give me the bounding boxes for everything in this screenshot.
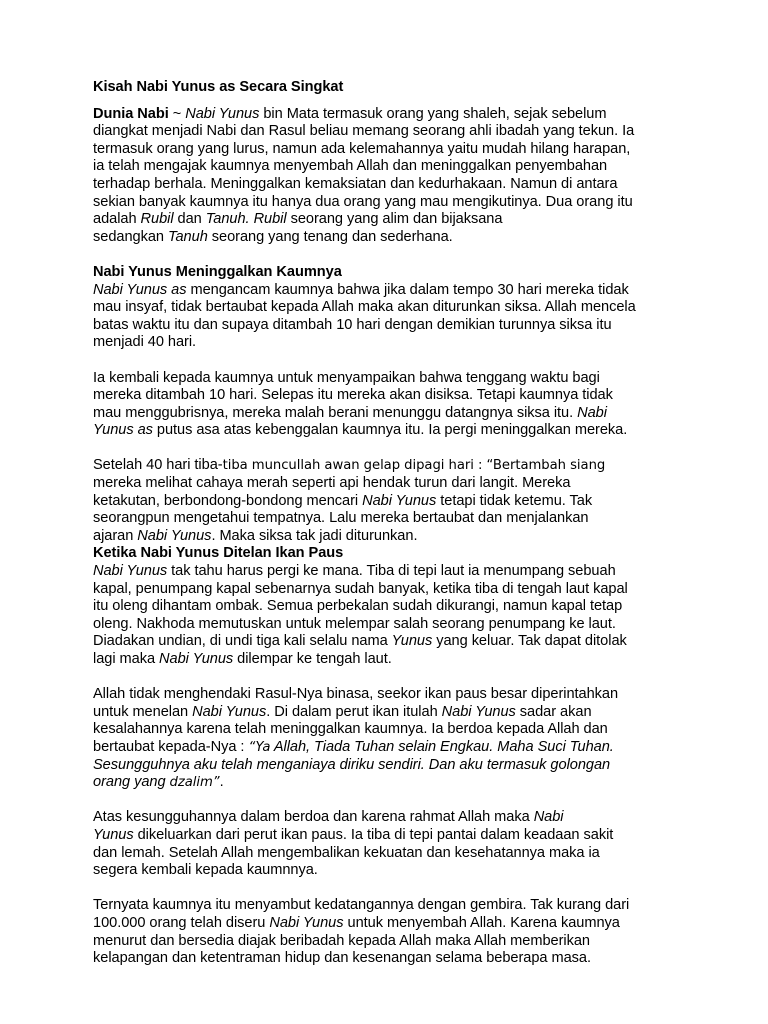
text-line: sekian banyak kaumnya itu hanya dua orang yang mau mengikutinya. Dua orang itu: [93, 193, 633, 210]
text-line: [93, 528, 688, 546]
text-line: Ia kembali kepada kaumnya untuk menyampaikan bahwa tenggang waktu bagi: [93, 369, 600, 386]
text-run: Diadakan undian, di undi tiga kali selalu nama: [93, 633, 392, 650]
spacer: [93, 97, 688, 106]
name-italic: Nabi Yunus: [362, 492, 437, 509]
name-italic: Yunus: [391, 633, 433, 650]
text-line: menjadi 40 hari.: [93, 334, 197, 351]
text-run: sadar akan: [515, 703, 592, 720]
prayer-quote: Allah, Tiada Tuhan selain Engkau. Maha Suci Tuhan.: [270, 738, 614, 755]
name-italic: Tanuh: [167, 228, 208, 245]
text-line: [93, 774, 688, 792]
text-run: tiba muncullah awan gelap dipagi hari : “Bertambah siang: [222, 458, 606, 474]
spacer: [93, 669, 688, 687]
text-line: [93, 457, 688, 475]
text-run: .: [219, 774, 224, 791]
text-line: kelapangan dan ketentraman hidup dan kesenangan selama beberapa masa.: [93, 950, 591, 967]
text-run: seorang yang alim dan bijaksana: [286, 211, 503, 228]
text-run: yang keluar. Tak dapat ditolak: [432, 633, 627, 650]
name-italic: Nabi Yunus as: [93, 281, 187, 298]
text-line: [93, 809, 688, 827]
name-italic: Nabi Yunus: [441, 703, 516, 720]
text-line: segera kembali kepada kaumnnya.: [93, 862, 318, 879]
text-line: mereka ditambah 10 hari. Selepas itu mereka akan disiksa. Tetapi kaumnya tidak: [93, 387, 613, 404]
text-line: [93, 651, 688, 669]
name-italic: Nabi: [577, 404, 607, 421]
text-line: [93, 493, 688, 511]
text-line: [93, 405, 688, 423]
spacer: [93, 246, 688, 264]
prayer-quote-close: dzalim”: [169, 775, 220, 791]
text-line: itu oleng dihantam ombak. Semua perbekalan sudah dikurangi, namun kapal tetap: [93, 598, 623, 615]
text-line: ia telah mengajak kaumnya menyembah Allah dan meninggalkan penyembahan: [93, 158, 608, 175]
name-italic: Nabi Yunus: [269, 914, 344, 931]
prayer-quote: orang yang: [93, 774, 170, 791]
name-italic: Nabi Yunus: [185, 105, 260, 122]
text-line: batas waktu itu dan supaya ditambah 10 hari dengan demikian turunnya siksa itu: [93, 316, 612, 333]
name-italic: Nabi Yunus: [192, 703, 267, 720]
text-run: 100.000 orang telah diseru: [93, 914, 270, 931]
name-italic: Yunus as: [93, 422, 153, 439]
text-run: mau menggubrisnya, mereka malah berani menunggu datangnya siksa itu.: [93, 404, 578, 421]
document-title: Kisah Nabi Yunus as Secara Singkat: [93, 79, 344, 95]
name-italic: Nabi: [533, 809, 564, 826]
text-run: ketakutan, berbondong-bondong mencari: [93, 492, 363, 509]
text-line: mau insyaf, tidak bertaubat kepada Allah maka akan diturunkan siksa. Allah mencela: [93, 299, 636, 316]
text-line: dan lemah. Setelah Allah mengembalikan kekuatan dan kesehatannya maka ia: [93, 844, 600, 861]
text-run: lagi maka: [93, 651, 160, 667]
text-run: ajaran: [93, 527, 138, 544]
text-line: [93, 704, 688, 722]
text-line: [93, 211, 688, 229]
text-line: [93, 739, 688, 757]
text-run: tak tahu harus pergi ke mana. Tiba di tepi laut ia menumpang sebuah: [167, 563, 616, 580]
name-italic: Nabi Yunus: [159, 651, 234, 667]
text-line: [93, 757, 688, 775]
text-line: diangkat menjadi Nabi dan Rasul beliau memang seorang ahli ibadah yang tekun. Ia: [93, 123, 635, 140]
text-line: [93, 563, 688, 581]
spacer: [93, 440, 688, 458]
text-line: [93, 282, 688, 300]
spacer: [93, 880, 688, 898]
text-line: mereka melihat cahaya merah seperti api hendak turun dari langit. Mereka: [93, 475, 571, 492]
text-line: [93, 106, 688, 124]
text-run: adalah: [93, 211, 141, 228]
text-run: tetapi tidak ketemu. Tak: [436, 492, 593, 509]
text-run: . Maka siksa tak jadi diturunkan.: [211, 527, 418, 544]
text-line: terhadap berhala. Meninggalkan kemaksiatan dan kedurhakaan. Namun di antara: [93, 175, 618, 192]
name-italic: Rubil: [140, 211, 174, 228]
section-heading: Nabi Yunus Meninggalkan Kaumnya: [93, 263, 342, 280]
text-run: untuk menyembah Allah. Karena kaumnya: [343, 914, 620, 931]
text-line: [93, 229, 688, 247]
text-line: [93, 422, 688, 440]
text-line: [93, 827, 688, 845]
text-line: [93, 633, 688, 651]
text-run: dan: [173, 211, 206, 228]
text-run: sedangkan: [93, 228, 168, 245]
name-italic: Nabi Yunus: [137, 527, 212, 544]
text-line: [93, 915, 688, 933]
text-line: kesalahannya karena telah meninggalkan kaumnya. Ia berdoa kepada Allah dan: [93, 721, 608, 738]
text-run: seorang yang tenang dan sederhana.: [207, 228, 453, 245]
intro-heading: Dunia Nabi: [93, 105, 169, 122]
name-italic: Tanuh. Rubil: [205, 211, 287, 228]
text-line: kapal, penumpang kapal sebenarnya sudah banyak, ketika tiba di tengah laut kapal: [93, 580, 628, 597]
section-whale: [93, 545, 688, 967]
text-run: bin Mata termasuk orang yang shaleh, sejak sebelum: [259, 105, 607, 122]
spacer: [93, 352, 688, 370]
text-run: Setelah 40 hari tiba-: [93, 457, 223, 474]
prayer-quote-open: “Ya: [248, 739, 271, 755]
text-line: Ternyata kaumnya itu menyambut kedatangannya dengan gembira. Tak kurang dari: [93, 897, 630, 914]
text-run: untuk menelan: [93, 703, 193, 720]
intro-paragraph: [93, 106, 688, 247]
text-run: bertaubat kepada-Nya :: [93, 738, 249, 755]
spacer: [93, 792, 688, 810]
text-line: oleng. Nakhoda memutuskan untuk melempar salah seorang penumpang ke laut.: [93, 615, 616, 632]
text-line: menurut dan bersedia diajak beribadah kepada Allah maka Allah memberikan: [93, 932, 590, 949]
section-heading: Ketika Nabi Yunus Ditelan Ikan Paus: [93, 545, 344, 562]
section-leaving: [93, 264, 688, 546]
text-run: mengancam kaumnya bahwa jika dalam tempo 30 hari mereka tidak: [186, 281, 629, 298]
text-run: Atas kesungguhannya dalam berdoa dan karena rahmat Allah maka: [93, 809, 534, 826]
text-line: termasuk orang yang lurus, namun ada kelemahannya yaitu mudah hilang harapan,: [93, 140, 631, 157]
text-line: Allah tidak menghendaki Rasul-Nya binasa, seekor ikan paus besar diperintahkan: [93, 686, 619, 703]
text-line: seorangpun mengetahui tempatnya. Lalu mereka bertaubat dan menjalankan: [93, 510, 589, 527]
text-run: putus asa atas kebenggalan kaumnya itu. Ia pergi meninggalkan mereka.: [152, 422, 628, 439]
name-italic: Yunus: [93, 826, 134, 843]
prayer-quote: Sesungguhnya aku telah menganiaya diriku sendiri. Dan aku termasuk golongan: [93, 756, 611, 773]
text-run: . Di dalam perut ikan itulah: [266, 703, 442, 720]
separator: ~: [168, 105, 186, 122]
name-italic: Nabi Yunus: [93, 563, 168, 580]
text-run: dilempar ke tengah laut.: [233, 651, 392, 667]
text-run: dikeluarkan dari perut ikan paus. Ia tiba di tepi pantai dalam keadaan sakit: [133, 826, 614, 843]
